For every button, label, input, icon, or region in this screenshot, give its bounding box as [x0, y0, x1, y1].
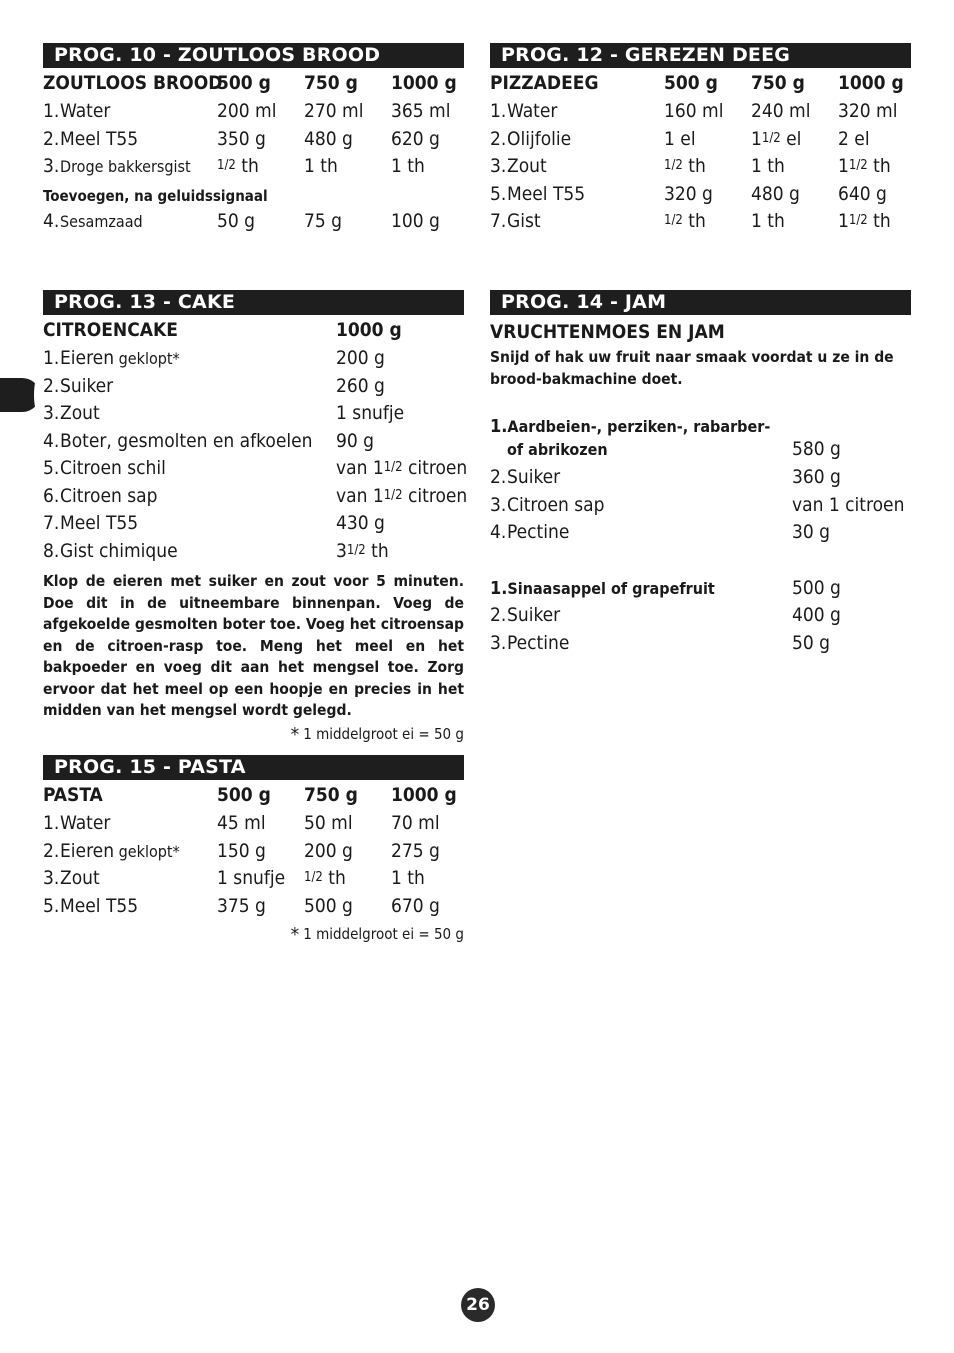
prog13-footnote: * 1 middelgroot ei = 50 g — [290, 723, 464, 746]
jam-group-2 — [490, 577, 911, 660]
table-row: 4.Sesamzaad 50 g 75 g 100 g — [43, 209, 440, 232]
prog13-title: PROG. 13 - CAKE — [43, 290, 464, 315]
prog12-section — [490, 43, 911, 238]
table-row: 2.Suiker 260 g — [43, 374, 385, 397]
prog12-title: PROG. 12 - GEREZEN DEEG — [490, 43, 911, 68]
table-row: 5.Meel T55 320 g 480 g 640 g — [490, 182, 887, 205]
table-row: 1.Sinaasappel of grapefruit 500 g — [490, 576, 841, 599]
table-row: 3.Zout 1 snufje 1/2 th 1 th — [43, 867, 425, 889]
table-row: 8.Gist chimique 31/2 th — [43, 539, 389, 562]
prog15-title: PROG. 15 - PASTA — [43, 755, 464, 780]
prog15-header: PASTA 500 g 750 g 1000 g — [43, 784, 457, 806]
prog13-instructions: Klop de eieren met suiker en zout voor 5 minuten. Doe dit in de uitneembare binnenpan. Voeg de afgekoelde gesmolten boter toe. Voeg het citroensap en de citroen-rasp toe. Meng het meel en het bakpoeder en voeg dit aan het mengsel toe. Zorg ervoor dat het meel op een hoopje en precies in het midden van het mengsel wordt gelegd. — [43, 572, 464, 719]
prog14-title: PROG. 14 - JAM — [490, 290, 911, 315]
table-row: 3.Droge bakkersgist 1/2 th 1 th 1 th — [43, 155, 425, 177]
table-row: 1.Water 45 ml 50 ml 70 ml — [43, 812, 440, 834]
table-row: of abrikozen 580 g — [507, 438, 841, 460]
table-row: 2.Meel T55 350 g 480 g 620 g — [43, 127, 440, 150]
table-row: 3.Zout 1 snufje — [43, 402, 405, 424]
prog14-section — [490, 290, 911, 659]
table-row: 4.Pectine 30 g — [490, 521, 831, 543]
table-row: 4.Boter, gesmolten en afkoelen 90 g — [43, 429, 375, 452]
prog10-subheading: Toevoegen, na geluidssignaal — [43, 186, 268, 205]
prog14-intro: Snijd of hak uw fruit naar smaak voordat u ze in de brood-bakmachine doet. — [490, 348, 894, 388]
table-row: 2.Olijfolie 1 el 11/2 el 2 el — [490, 127, 870, 150]
table-row: 1.Water 160 ml 240 ml 320 ml — [490, 100, 898, 122]
table-row: 3.Zout 1/2 th 1 th 11/2 th — [490, 155, 891, 177]
prog13-section — [43, 290, 468, 746]
table-row: 3.Citroen sap van 1 citroen — [490, 493, 905, 516]
page-number: 26 — [461, 1288, 495, 1322]
prog15-section — [43, 755, 464, 946]
table-row: 1.Water 200 ml 270 ml 365 ml — [43, 100, 451, 122]
prog10-section — [43, 43, 464, 237]
table-row: 7.Gist 1/2 th 1 th 11/2 th — [490, 210, 891, 232]
table-row: 5.Citroen schil van 11/2 citroen — [43, 457, 468, 479]
prog10-title: PROG. 10 - ZOUTLOOS BROOD — [43, 43, 464, 68]
table-row: 3.Pectine 50 g — [490, 631, 831, 654]
prog10-header: ZOUTLOOS BROOD 500 g 750 g 1000 g — [43, 72, 457, 94]
table-row: 1.Eieren geklopt* 200 g — [43, 347, 385, 369]
table-row: 5.Meel T55 375 g 500 g 670 g — [43, 894, 440, 917]
jam-group-1: 1.Aardbeien-, perziken-, rabarber- of abrikozen 580 g 2.Suiker 360 g 3.Citroen sap van 1 citroen 4.Pectine 30 g — [490, 416, 911, 549]
table-row: 6.Citroen sap van 11/2 citroen — [43, 484, 468, 507]
table-row: 2.Eieren geklopt* 150 g 200 g 275 g — [43, 839, 440, 862]
prog15-footnote: * 1 middelgroot ei = 50 g — [290, 924, 464, 946]
prog13-header: CITROENCAKE 1000 g — [43, 319, 402, 341]
table-row: 2.Suiker 360 g — [490, 466, 841, 488]
table-row: 7.Meel T55 430 g — [43, 512, 385, 534]
table-row: 2.Suiker 400 g — [490, 604, 841, 626]
prog14-subtitle: VRUCHTENMOES EN JAM — [490, 321, 725, 343]
prog12-header: PIZZADEEG 500 g 750 g 1000 g — [490, 72, 904, 94]
